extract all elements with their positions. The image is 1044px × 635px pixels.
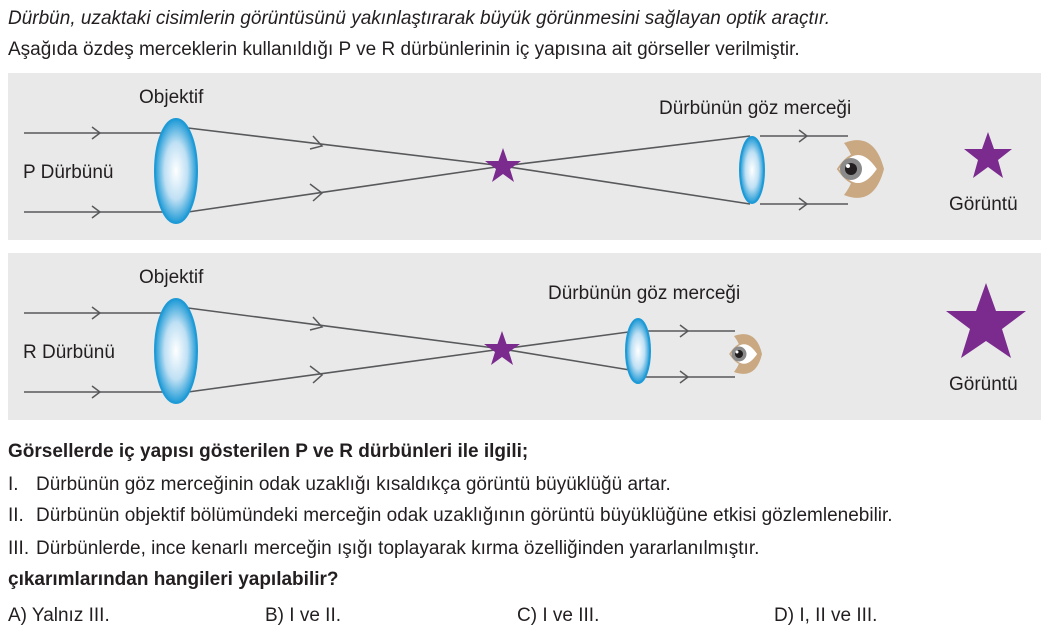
panel-p-diagram (8, 73, 1041, 240)
panel-r-diagram (8, 253, 1041, 420)
p-image-label: Görüntü (949, 194, 1018, 215)
statement-1 (8, 474, 671, 496)
r-image-star-icon (946, 283, 1026, 358)
statement-text: Dürbünün objektif bölümündeki merceğin odak uzaklığının görüntü büyüklüğüne etkisi gözlemlenebilir. (36, 505, 893, 526)
intro-line-2: Aşağıda özdeş merceklerin kullanıldığı P ve R dürbünlerinin iç yapısına ait görseller verilmiştir. (8, 39, 800, 60)
r-diverging-ray-bottom (502, 349, 636, 371)
p-refracted-ray-top (188, 128, 503, 166)
intro-line-1: Dürbün, uzaktaki cisimlerin görüntüsünü yakınlaştırarak büyük görünmesini sağlayan optik araçtır. (8, 8, 830, 29)
p-diverging-ray-top (503, 136, 750, 166)
p-eyepiece-lens-icon (740, 137, 764, 203)
question-prompt: çıkarımlarından hangileri yapılabilir? (8, 569, 339, 590)
statement-2 (8, 505, 893, 527)
p-image-star-icon (964, 132, 1012, 178)
r-refracted-ray-top (188, 308, 502, 349)
statement-number: III. (8, 538, 30, 559)
statement-number: II. (8, 505, 24, 526)
r-refracted-ray-bottom (188, 349, 502, 392)
statement-text: Dürbünün göz merceğinin odak uzaklığı kısaldıkça görüntü büyüklüğü artar. (36, 474, 671, 495)
option-d[interactable]: D) I, II ve III. (774, 605, 878, 626)
p-objective-label: Objektif (139, 87, 204, 108)
option-c[interactable]: C) I ve III. (517, 605, 600, 626)
r-image-label: Görüntü (949, 374, 1018, 395)
p-refracted-ray-bottom (188, 166, 503, 212)
r-objective-lens-icon (155, 299, 197, 403)
r-name-label: R Dürbünü (23, 342, 115, 363)
option-b[interactable]: B) I ve II. (265, 605, 342, 626)
p-diverging-ray-bottom (503, 166, 750, 204)
p-eye-icon (838, 140, 884, 198)
statement-number: I. (8, 474, 19, 495)
question-stem: Görsellerde iç yapısı gösterilen P ve R dürbünleri ile ilgili; (8, 441, 529, 462)
r-eyepiece-lens-icon (626, 319, 650, 383)
r-diverging-ray-top (502, 331, 636, 349)
r-eyepiece-label: Dürbünün göz merceği (548, 283, 741, 304)
p-name-label: P Dürbünü (23, 162, 114, 183)
p-objective-lens-icon (155, 119, 197, 223)
r-objective-label: Objektif (139, 267, 204, 288)
statement-3 (8, 538, 759, 560)
r-eye-icon (730, 334, 762, 374)
p-eyepiece-label: Dürbünün göz merceği (659, 98, 852, 119)
statement-text: Dürbünlerde, ince kenarlı merceğin ışığı toplayarak kırma özelliğinden yararlanılmıştır. (36, 538, 760, 559)
option-a[interactable]: A) Yalnız III. (8, 605, 110, 626)
